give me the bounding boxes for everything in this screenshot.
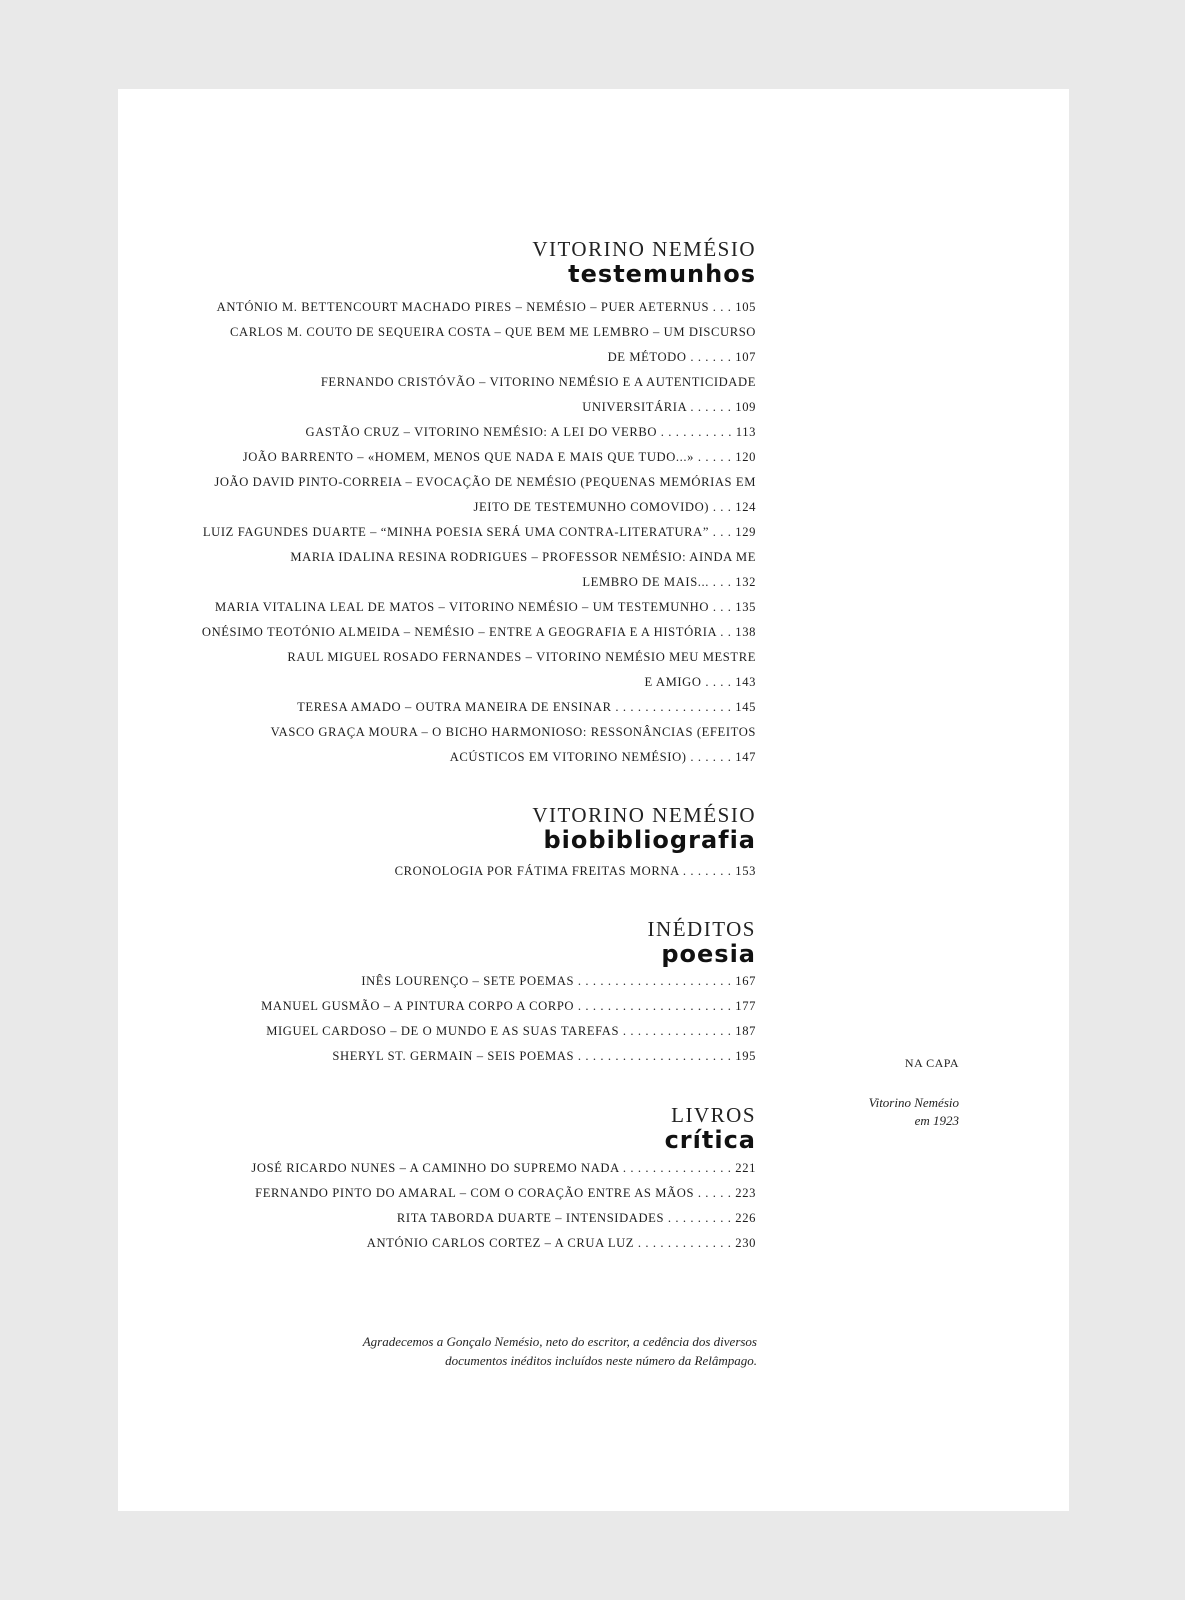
section-title: biobibliografia bbox=[543, 826, 756, 854]
toc-entry-continued[interactable]: E AMIGO . . . . 143 bbox=[644, 675, 756, 689]
toc-entry[interactable]: MIGUEL CARDOSO – DE O MUNDO E AS SUAS TAREFAS . . . . . . . . . . . . . . . 187 bbox=[266, 1024, 756, 1038]
toc-list-biobibliografia bbox=[196, 859, 756, 884]
toc-entry[interactable]: ANTÓNIO M. BETTENCOURT MACHADO PIRES – NEMÉSIO – PUER AETERNUS . . . 105 bbox=[216, 300, 756, 314]
toc-entry[interactable]: MARIA VITALINA LEAL DE MATOS – VITORINO NEMÉSIO – UM TESTEMUNHO . . . 135 bbox=[214, 600, 756, 614]
document-page bbox=[118, 89, 1069, 1511]
section-testemunhos bbox=[196, 237, 756, 287]
section-title: poesia bbox=[661, 940, 756, 968]
cover-label: NA CAPA bbox=[904, 1056, 959, 1070]
toc-entry-continued[interactable]: LEMBRO DE MAIS... . . . 132 bbox=[582, 575, 756, 589]
acknowledgement bbox=[237, 1332, 757, 1370]
section-biobibliografia bbox=[196, 803, 756, 853]
toc-entry[interactable]: TERESA AMADO – OUTRA MANEIRA DE ENSINAR . . . . . . . . . . . . . . . . 145 bbox=[297, 700, 756, 714]
toc-entry[interactable]: RITA TABORDA DUARTE – INTENSIDADES . . . . . . . . . 226 bbox=[396, 1211, 756, 1225]
acknowledgement-line: documentos inéditos incluídos neste número da Relâmpago. bbox=[445, 1353, 757, 1368]
section-kicker: VITORINO NEMÉSIO bbox=[532, 803, 756, 827]
toc-entry[interactable]: SHERYL ST. GERMAIN – SEIS POEMAS . . . . . . . . . . . . . . . . . . . . . 195 bbox=[332, 1049, 756, 1063]
section-kicker: INÉDITOS bbox=[647, 917, 756, 941]
cover-caption-line: Vitorino Nemésio bbox=[868, 1095, 959, 1110]
toc-entry-continued[interactable]: UNIVERSITÁRIA . . . . . . 109 bbox=[582, 400, 756, 414]
section-poesia bbox=[196, 917, 756, 967]
section-critica bbox=[196, 1103, 756, 1153]
section-kicker: VITORINO NEMÉSIO bbox=[532, 237, 756, 261]
toc-entry[interactable]: LUIZ FAGUNDES DUARTE – “MINHA POESIA SERÁ UMA CONTRA-LITERATURA” . . . 129 bbox=[202, 525, 756, 539]
cover-caption bbox=[869, 1094, 959, 1130]
toc-entry[interactable]: CARLOS M. COUTO DE SEQUEIRA COSTA – QUE BEM ME LEMBRO – UM DISCURSO bbox=[230, 325, 756, 339]
toc-entry[interactable]: ONÉSIMO TEOTÓNIO ALMEIDA – NEMÉSIO – ENTRE A GEOGRAFIA E A HISTÓRIA . . 138 bbox=[201, 625, 756, 639]
toc-entry-continued[interactable]: DE MÉTODO . . . . . . 107 bbox=[607, 350, 756, 364]
toc-entry[interactable]: JOSÉ RICARDO NUNES – A CAMINHO DO SUPREMO NADA . . . . . . . . . . . . . . . 221 bbox=[251, 1161, 756, 1175]
toc-entry[interactable]: JOÃO BARRENTO – «HOMEM, MENOS QUE NADA E MAIS QUE TUDO...» . . . . . 120 bbox=[242, 450, 756, 464]
section-title: testemunhos bbox=[568, 260, 756, 288]
toc-entry[interactable]: GASTÃO CRUZ – VITORINO NEMÉSIO: A LEI DO VERBO . . . . . . . . . . 113 bbox=[305, 425, 756, 439]
toc-entry[interactable]: RAUL MIGUEL ROSADO FERNANDES – VITORINO NEMÉSIO MEU MESTRE bbox=[287, 650, 756, 664]
toc-list-testemunhos bbox=[196, 295, 756, 770]
toc-entry[interactable]: JOÃO DAVID PINTO-CORREIA – EVOCAÇÃO DE NEMÉSIO (PEQUENAS MEMÓRIAS EM bbox=[214, 475, 756, 489]
toc-entry[interactable]: FERNANDO CRISTÓVÃO – VITORINO NEMÉSIO E A AUTENTICIDADE bbox=[320, 375, 756, 389]
cover-caption-line: em 1923 bbox=[914, 1113, 959, 1128]
toc-list-poesia bbox=[196, 969, 756, 1069]
toc-entry[interactable]: CRONOLOGIA POR FÁTIMA FREITAS MORNA . . . . . . . 153 bbox=[394, 864, 756, 878]
toc-entry-continued[interactable]: JEITO DE TESTEMUNHO COMOVIDO) . . . 124 bbox=[473, 500, 756, 514]
toc-entry[interactable]: VASCO GRAÇA MOURA – O BICHO HARMONIOSO: RESSONÂNCIAS (EFEITOS bbox=[270, 725, 756, 739]
toc-list-critica bbox=[196, 1156, 756, 1256]
toc-entry[interactable]: MANUEL GUSMÃO – A PINTURA CORPO A CORPO . . . . . . . . . . . . . . . . . . . . . 177 bbox=[261, 999, 756, 1013]
section-title: crítica bbox=[664, 1126, 756, 1154]
toc-entry[interactable]: INÊS LOURENÇO – SETE POEMAS . . . . . . . . . . . . . . . . . . . . . 167 bbox=[361, 974, 756, 988]
toc-entry[interactable]: MARIA IDALINA RESINA RODRIGUES – PROFESSOR NEMÉSIO: AINDA ME bbox=[290, 550, 756, 564]
toc-entry-continued[interactable]: ACÚSTICOS EM VITORINO NEMÉSIO) . . . . . . 147 bbox=[449, 750, 756, 764]
section-kicker: LIVROS bbox=[671, 1103, 756, 1127]
acknowledgement-line: Agradecemos a Gonçalo Nemésio, neto do escritor, a cedência dos diversos bbox=[362, 1334, 757, 1349]
toc-entry[interactable]: ANTÓNIO CARLOS CORTEZ – A CRUA LUZ . . . . . . . . . . . . . 230 bbox=[366, 1236, 756, 1250]
toc-entry[interactable]: FERNANDO PINTO DO AMARAL – COM O CORAÇÃO ENTRE AS MÃOS . . . . . 223 bbox=[255, 1186, 756, 1200]
